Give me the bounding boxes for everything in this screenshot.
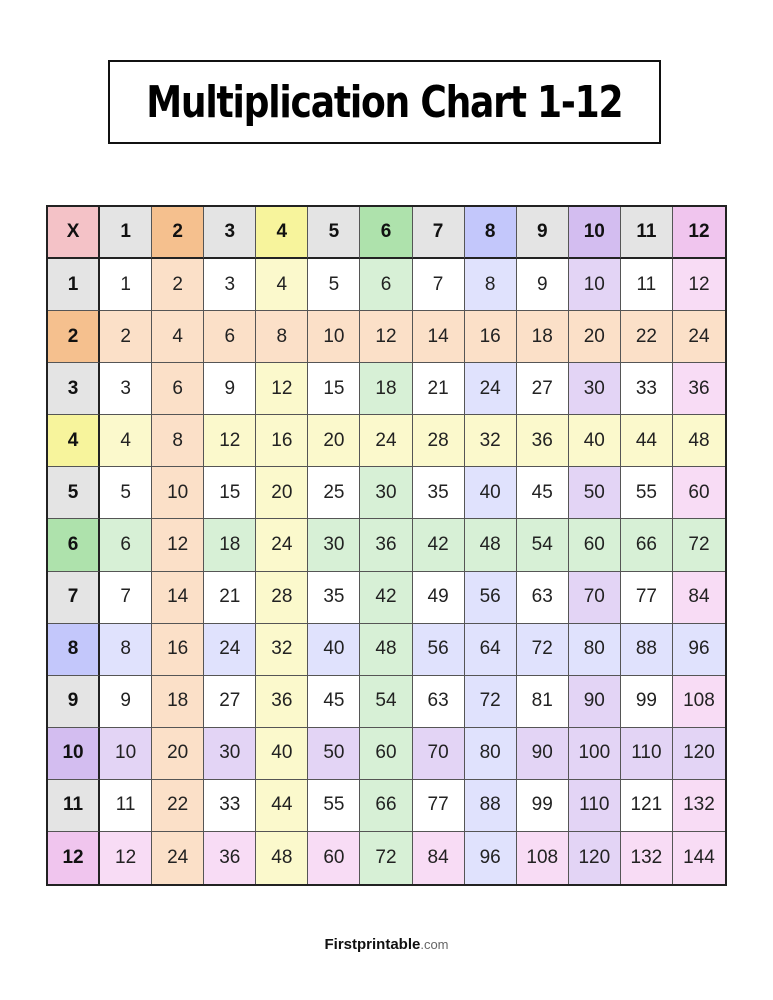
table-cell: 144 xyxy=(673,832,725,884)
table-cell: 36 xyxy=(256,676,308,728)
table-cell: 88 xyxy=(621,624,673,676)
row-header: 4 xyxy=(48,415,100,467)
table-cell: 18 xyxy=(152,676,204,728)
table-cell: 24 xyxy=(256,519,308,571)
column-header: 4 xyxy=(256,207,308,259)
table-cell: 12 xyxy=(673,259,725,311)
column-header: 2 xyxy=(152,207,204,259)
table-cell: 16 xyxy=(152,624,204,676)
table-cell: 55 xyxy=(621,467,673,519)
table-cell: 9 xyxy=(517,259,569,311)
table-cell: 22 xyxy=(621,311,673,363)
footer xyxy=(0,936,773,953)
page-title: Multiplication Chart 1-12 xyxy=(146,76,623,128)
table-cell: 16 xyxy=(256,415,308,467)
table-cell: 36 xyxy=(360,519,412,571)
table-cell: 32 xyxy=(465,415,517,467)
table-cell: 90 xyxy=(517,728,569,780)
table-cell: 132 xyxy=(621,832,673,884)
table-cell: 12 xyxy=(152,519,204,571)
table-cell: 60 xyxy=(308,832,360,884)
table-cell: 21 xyxy=(204,572,256,624)
table-cell: 12 xyxy=(204,415,256,467)
table-cell: 132 xyxy=(673,780,725,832)
column-header: 1 xyxy=(100,207,152,259)
table-cell: 54 xyxy=(517,519,569,571)
table-cell: 7 xyxy=(100,572,152,624)
column-header: 11 xyxy=(621,207,673,259)
table-cell: 1 xyxy=(100,259,152,311)
column-header: 3 xyxy=(204,207,256,259)
table-cell: 28 xyxy=(256,572,308,624)
table-cell: 12 xyxy=(360,311,412,363)
table-cell: 18 xyxy=(360,363,412,415)
table-cell: 6 xyxy=(204,311,256,363)
table-cell: 8 xyxy=(256,311,308,363)
table-cell: 44 xyxy=(256,780,308,832)
table-cell: 11 xyxy=(100,780,152,832)
table-cell: 77 xyxy=(621,572,673,624)
table-cell: 56 xyxy=(413,624,465,676)
multiplication-table xyxy=(46,205,727,886)
table-cell: 24 xyxy=(673,311,725,363)
table-cell: 108 xyxy=(673,676,725,728)
table-cell: 21 xyxy=(413,363,465,415)
table-cell: 50 xyxy=(308,728,360,780)
table-cell: 108 xyxy=(517,832,569,884)
table-cell: 6 xyxy=(152,363,204,415)
table-cell: 48 xyxy=(360,624,412,676)
row-header: 1 xyxy=(48,259,100,311)
column-header: 12 xyxy=(673,207,725,259)
row-header: 12 xyxy=(48,832,100,884)
table-cell: 16 xyxy=(465,311,517,363)
table-cell: 32 xyxy=(256,624,308,676)
table-cell: 88 xyxy=(465,780,517,832)
table-cell: 14 xyxy=(152,572,204,624)
table-cell: 36 xyxy=(204,832,256,884)
footer-brand: Firstprintable xyxy=(324,936,421,953)
table-cell: 12 xyxy=(256,363,308,415)
table-cell: 10 xyxy=(152,467,204,519)
table-cell: 6 xyxy=(100,519,152,571)
table-cell: 6 xyxy=(360,259,412,311)
table-cell: 45 xyxy=(517,467,569,519)
table-cell: 90 xyxy=(569,676,621,728)
column-header: 5 xyxy=(308,207,360,259)
table-cell: 72 xyxy=(517,624,569,676)
table-cell: 54 xyxy=(360,676,412,728)
column-header: 7 xyxy=(413,207,465,259)
table-cell: 60 xyxy=(569,519,621,571)
table-cell: 96 xyxy=(465,832,517,884)
column-header: 8 xyxy=(465,207,517,259)
table-cell: 30 xyxy=(308,519,360,571)
table-cell: 2 xyxy=(152,259,204,311)
row-header: 2 xyxy=(48,311,100,363)
table-cell: 70 xyxy=(569,572,621,624)
table-cell: 40 xyxy=(308,624,360,676)
table-cell: 36 xyxy=(517,415,569,467)
table-cell: 30 xyxy=(360,467,412,519)
table-cell: 66 xyxy=(621,519,673,571)
table-cell: 10 xyxy=(308,311,360,363)
table-cell: 15 xyxy=(204,467,256,519)
table-cell: 8 xyxy=(465,259,517,311)
table-cell: 81 xyxy=(517,676,569,728)
table-cell: 77 xyxy=(413,780,465,832)
table-cell: 14 xyxy=(413,311,465,363)
row-header: 8 xyxy=(48,624,100,676)
table-cell: 72 xyxy=(673,519,725,571)
table-cell: 64 xyxy=(465,624,517,676)
table-cell: 50 xyxy=(569,467,621,519)
corner-label: X xyxy=(48,207,100,259)
title-box xyxy=(108,60,661,144)
table-cell: 10 xyxy=(100,728,152,780)
table-cell: 49 xyxy=(413,572,465,624)
table-cell: 84 xyxy=(413,832,465,884)
column-header: 9 xyxy=(517,207,569,259)
table-cell: 35 xyxy=(308,572,360,624)
table-cell: 80 xyxy=(569,624,621,676)
table-cell: 9 xyxy=(100,676,152,728)
table-cell: 33 xyxy=(621,363,673,415)
table-cell: 48 xyxy=(465,519,517,571)
table-cell: 3 xyxy=(100,363,152,415)
table-cell: 96 xyxy=(673,624,725,676)
row-header: 10 xyxy=(48,728,100,780)
table-cell: 12 xyxy=(100,832,152,884)
table-cell: 120 xyxy=(673,728,725,780)
row-header: 9 xyxy=(48,676,100,728)
table-cell: 40 xyxy=(465,467,517,519)
table-cell: 11 xyxy=(621,259,673,311)
row-header: 7 xyxy=(48,572,100,624)
table-cell: 28 xyxy=(413,415,465,467)
table-cell: 42 xyxy=(360,572,412,624)
table-cell: 27 xyxy=(517,363,569,415)
table-cell: 27 xyxy=(204,676,256,728)
table-cell: 4 xyxy=(152,311,204,363)
table-cell: 44 xyxy=(621,415,673,467)
footer-domain: .com xyxy=(420,937,449,952)
table-cell: 55 xyxy=(308,780,360,832)
table-cell: 120 xyxy=(569,832,621,884)
table-cell: 40 xyxy=(569,415,621,467)
table-cell: 121 xyxy=(621,780,673,832)
table-cell: 70 xyxy=(413,728,465,780)
table-cell: 33 xyxy=(204,780,256,832)
row-header: 6 xyxy=(48,519,100,571)
table-cell: 40 xyxy=(256,728,308,780)
table-cell: 20 xyxy=(569,311,621,363)
table-cell: 45 xyxy=(308,676,360,728)
table-cell: 24 xyxy=(360,415,412,467)
column-header: 6 xyxy=(360,207,412,259)
table-cell: 5 xyxy=(100,467,152,519)
table-cell: 22 xyxy=(152,780,204,832)
table-cell: 100 xyxy=(569,728,621,780)
table-cell: 48 xyxy=(673,415,725,467)
table-cell: 4 xyxy=(256,259,308,311)
table-cell: 66 xyxy=(360,780,412,832)
table-cell: 84 xyxy=(673,572,725,624)
table-cell: 4 xyxy=(100,415,152,467)
table-cell: 10 xyxy=(569,259,621,311)
table-cell: 8 xyxy=(152,415,204,467)
table-cell: 7 xyxy=(413,259,465,311)
table-cell: 110 xyxy=(621,728,673,780)
table-cell: 24 xyxy=(152,832,204,884)
table-cell: 25 xyxy=(308,467,360,519)
table-cell: 2 xyxy=(100,311,152,363)
table-cell: 30 xyxy=(204,728,256,780)
table-cell: 18 xyxy=(517,311,569,363)
table-cell: 18 xyxy=(204,519,256,571)
table-cell: 9 xyxy=(204,363,256,415)
table-cell: 110 xyxy=(569,780,621,832)
table-cell: 60 xyxy=(673,467,725,519)
table-cell: 35 xyxy=(413,467,465,519)
table-cell: 20 xyxy=(152,728,204,780)
column-header: 10 xyxy=(569,207,621,259)
table-cell: 99 xyxy=(517,780,569,832)
table-cell: 20 xyxy=(256,467,308,519)
table-cell: 63 xyxy=(517,572,569,624)
row-header: 11 xyxy=(48,780,100,832)
table-cell: 24 xyxy=(204,624,256,676)
table-cell: 3 xyxy=(204,259,256,311)
table-cell: 30 xyxy=(569,363,621,415)
table-cell: 48 xyxy=(256,832,308,884)
table-cell: 99 xyxy=(621,676,673,728)
table-cell: 63 xyxy=(413,676,465,728)
table-cell: 72 xyxy=(360,832,412,884)
table-cell: 60 xyxy=(360,728,412,780)
table-cell: 8 xyxy=(100,624,152,676)
table-cell: 15 xyxy=(308,363,360,415)
row-header: 3 xyxy=(48,363,100,415)
table-cell: 72 xyxy=(465,676,517,728)
table-cell: 20 xyxy=(308,415,360,467)
table-cell: 5 xyxy=(308,259,360,311)
table-cell: 24 xyxy=(465,363,517,415)
table-cell: 56 xyxy=(465,572,517,624)
table-cell: 36 xyxy=(673,363,725,415)
table-cell: 80 xyxy=(465,728,517,780)
row-header: 5 xyxy=(48,467,100,519)
table-cell: 42 xyxy=(413,519,465,571)
